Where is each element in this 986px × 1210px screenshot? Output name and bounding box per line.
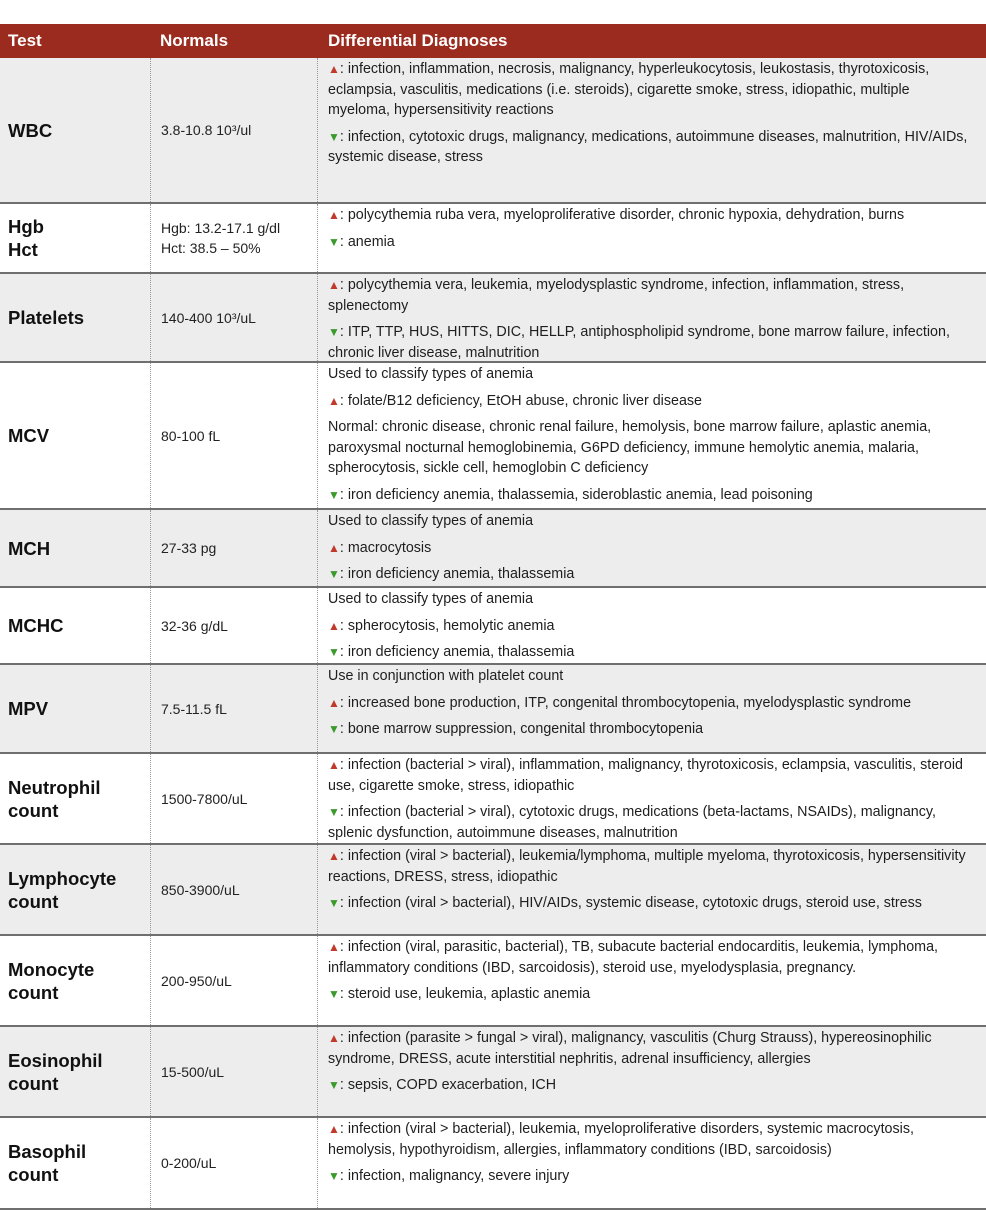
test-name bbox=[0, 510, 150, 586]
diagnosis-text: iron deficiency anemia, thalassemia bbox=[347, 566, 575, 582]
normal-range bbox=[150, 665, 318, 752]
decreased-causes bbox=[328, 802, 972, 843]
diagnosis-text: Used to classify types of anemia bbox=[328, 513, 534, 529]
diagnosis-text: spherocytosis, hemolytic anemia bbox=[347, 617, 555, 634]
normal-range-line: 140-400 10³/uL bbox=[161, 309, 256, 326]
arrow-down-icon: ▼ bbox=[328, 987, 340, 1001]
normal-range bbox=[150, 588, 318, 663]
decreased-causes bbox=[328, 1166, 972, 1187]
test-name-line: count bbox=[8, 981, 59, 1003]
separator: : bbox=[339, 486, 348, 503]
differential-diagnoses bbox=[318, 665, 986, 752]
diagnosis-text: bone marrow suppression, congenital thrombocytopenia bbox=[347, 721, 704, 737]
normal-range bbox=[150, 936, 318, 1025]
differential-diagnoses bbox=[318, 588, 986, 663]
separator: : bbox=[339, 233, 348, 250]
test-name bbox=[0, 363, 150, 508]
diagnosis-text: anemia bbox=[347, 233, 395, 250]
diagnosis-text: Used to classify types of anemia bbox=[328, 366, 534, 382]
separator: : bbox=[339, 1077, 348, 1093]
increased-causes bbox=[328, 275, 972, 316]
differential-diagnoses bbox=[318, 754, 986, 843]
normal-range-line: 32-36 g/dL bbox=[161, 617, 228, 634]
arrow-down-icon: ▼ bbox=[328, 722, 340, 736]
normal-range bbox=[150, 204, 318, 272]
decreased-causes bbox=[328, 642, 972, 663]
diagnosis-text: infection (parasite > fungal > viral), malignancy, vasculitis (Churg Strauss), hypereosinophilic syndrome, DRESS, acute interstitial nephritis, adrenal insufficiency, allergies bbox=[328, 1030, 932, 1067]
table-row bbox=[0, 1027, 986, 1118]
diagnosis-text: infection (viral > bacterial), leukemia/lymphoma, multiple myeloma, thyrotoxicosis, hypersensitivity reactions, DRESS, stress, idiopathic bbox=[328, 848, 966, 885]
test-name-line: Lymphocyte bbox=[8, 867, 117, 889]
test-name bbox=[0, 588, 150, 663]
decreased-causes bbox=[328, 322, 972, 361]
diagnosis-text: infection, malignancy, severe injury bbox=[347, 1168, 570, 1184]
table-row bbox=[0, 754, 986, 845]
normal-range-line: 850-3900/uL bbox=[161, 881, 240, 898]
test-name bbox=[0, 274, 150, 361]
table-header bbox=[0, 24, 986, 58]
separator: : bbox=[339, 1121, 348, 1137]
test-name bbox=[0, 936, 150, 1025]
diagnosis-text: Normal: chronic disease, chronic renal failure, hemolysis, bone marrow failure, aplastic anemia, paroxysmal nocturnal hemoglobinemia, G6PD deficiency, immune hemolytic anemia, malaria, spherocytosis, sickle cell, hemoglobin C deficiency bbox=[328, 419, 932, 476]
diagnosis-text: infection, cytotoxic drugs, malignancy, medications, autoimmune diseases, malnutrition, HIV/AIDs, systemic disease, stress bbox=[328, 128, 968, 165]
diagnosis-text: polycythemia ruba vera, myeloproliferative disorder, chronic hypoxia, dehydration, burns bbox=[347, 207, 905, 223]
arrow-down-icon: ▼ bbox=[328, 567, 340, 581]
test-name-line: count bbox=[8, 890, 59, 912]
test-name bbox=[0, 1118, 150, 1208]
normal-range bbox=[150, 274, 318, 361]
separator: : bbox=[339, 644, 348, 660]
diagnosis-text: infection (bacterial > viral), cytotoxic drugs, medications (beta-lactams, NSAIDs), malignancy, splenic dysfunction, autoimmune diseases, malnutrition bbox=[328, 804, 936, 841]
differential-diagnoses bbox=[318, 936, 986, 1025]
test-name-line: WBC bbox=[8, 119, 53, 141]
separator: : bbox=[339, 757, 348, 773]
test-name-line: Basophil bbox=[8, 1141, 87, 1162]
normal-range-line: Hgb: 13.2-17.1 g/dl bbox=[161, 220, 281, 236]
increased-causes bbox=[328, 846, 972, 887]
decreased-causes bbox=[328, 719, 972, 740]
test-name-line: Neutrophil bbox=[8, 776, 101, 798]
separator: : bbox=[339, 207, 348, 223]
increased-causes bbox=[328, 205, 972, 226]
diagnosis-text: Used to classify types of anemia bbox=[328, 591, 534, 607]
separator: : bbox=[339, 566, 348, 582]
arrow-up-icon: ▲ bbox=[328, 618, 340, 633]
test-name-line: Hgb bbox=[8, 216, 44, 237]
test-name bbox=[0, 665, 150, 752]
table-row bbox=[0, 58, 986, 204]
separator: : bbox=[339, 539, 348, 556]
diagnosis-text: infection (bacterial > viral), inflammation, malignancy, thyrotoxicosis, eclampsia, vasculitis, steroid use, cigarette smoke, stress, idiopathic bbox=[328, 757, 963, 794]
header-differential-diagnoses: Differential Diagnoses bbox=[328, 31, 508, 50]
diagnosis-text: infection (viral > bacterial), leukemia, myeloproliferative disorders, systemic macrocytosis, hemolysis, hypothyroidism, allergies, inflammatory conditions (IBD, sarcoidosis) bbox=[328, 1121, 914, 1158]
arrow-up-icon: ▲ bbox=[328, 540, 340, 555]
separator: : bbox=[339, 324, 348, 340]
test-name-line: MCV bbox=[8, 425, 50, 446]
increased-causes bbox=[328, 693, 972, 714]
normal-range-line: 200-950/uL bbox=[161, 972, 232, 989]
diagnosis-text: Use in conjunction with platelet count bbox=[328, 668, 564, 684]
increased-causes bbox=[328, 1028, 972, 1069]
test-name-line: MPV bbox=[8, 698, 49, 719]
arrow-up-icon: ▲ bbox=[328, 208, 340, 222]
arrow-down-icon: ▼ bbox=[328, 325, 340, 339]
differential-diagnoses bbox=[318, 363, 986, 508]
arrow-up-icon: ▲ bbox=[328, 1031, 340, 1045]
differential-diagnoses bbox=[318, 204, 986, 272]
note-text bbox=[328, 666, 972, 687]
separator: : bbox=[339, 804, 348, 820]
arrow-down-icon: ▼ bbox=[328, 1078, 340, 1092]
separator: : bbox=[339, 277, 348, 293]
normal-range-line: 3.8-10.8 10³/ul bbox=[161, 122, 252, 138]
arrow-up-icon: ▲ bbox=[328, 1122, 340, 1136]
differential-diagnoses bbox=[318, 1027, 986, 1116]
test-name-line: count bbox=[8, 1164, 59, 1185]
diagnosis-text: infection (viral > bacterial), HIV/AIDs, systemic disease, cytotoxic drugs, steroid use, stress bbox=[347, 895, 922, 911]
arrow-up-icon: ▲ bbox=[328, 849, 340, 863]
diagnosis-text: infection (viral, parasitic, bacterial), TB, subacute bacterial endocarditis, leukemia, lymphoma, inflammatory conditions (IBD, sarcoidosis), steroid use, myelodysplasia, pregnancy. bbox=[328, 939, 938, 976]
test-name bbox=[0, 1027, 150, 1116]
increased-causes bbox=[328, 538, 972, 559]
normal-range bbox=[150, 510, 318, 586]
separator: : bbox=[339, 986, 348, 1002]
note-text bbox=[328, 364, 972, 385]
separator: : bbox=[339, 392, 348, 409]
test-name-line: MCHC bbox=[8, 615, 64, 636]
diagnosis-text: infection, inflammation, necrosis, malignancy, hyperleukocytosis, leukostasis, thyrotoxicosis, eclampsia, vasculitis, medications (i.e. steroids), cigarette smoke, stress, idiopathic, multiple myeloma, hypersensitivity reactions bbox=[328, 61, 930, 118]
diagnosis-text: sepsis, COPD exacerbation, ICH bbox=[347, 1077, 557, 1093]
separator: : bbox=[339, 848, 348, 864]
test-name-line: Platelets bbox=[8, 307, 85, 328]
decreased-causes bbox=[328, 564, 972, 585]
note-text bbox=[328, 511, 972, 532]
normal-range bbox=[150, 363, 318, 508]
normal-range-line: 80-100 fL bbox=[161, 427, 221, 444]
note-text bbox=[328, 417, 972, 479]
decreased-causes bbox=[328, 127, 972, 168]
arrow-down-icon: ▼ bbox=[328, 645, 340, 659]
diagnosis-text: iron deficiency anemia, thalassemia bbox=[347, 644, 575, 660]
arrow-up-icon: ▲ bbox=[328, 278, 340, 292]
normal-range bbox=[150, 58, 318, 202]
normal-range-line: Hct: 38.5 – 50% bbox=[161, 240, 261, 256]
table-row bbox=[0, 1118, 986, 1210]
diagnosis-text: polycythemia vera, leukemia, myelodysplastic syndrome, infection, inflammation, stress, splenectomy bbox=[328, 277, 905, 314]
separator: : bbox=[339, 128, 348, 145]
separator: : bbox=[339, 1030, 348, 1046]
test-name-line: count bbox=[8, 799, 59, 821]
increased-causes bbox=[328, 391, 972, 412]
arrow-down-icon: ▼ bbox=[328, 896, 340, 910]
arrow-up-icon: ▲ bbox=[328, 62, 340, 76]
arrow-down-icon: ▼ bbox=[328, 487, 340, 502]
test-name-line: Monocyte bbox=[8, 958, 95, 980]
separator: : bbox=[339, 694, 348, 711]
table-row bbox=[0, 588, 986, 665]
increased-causes bbox=[328, 937, 972, 978]
increased-causes bbox=[328, 59, 972, 121]
arrow-down-icon: ▼ bbox=[328, 234, 340, 249]
test-name bbox=[0, 754, 150, 843]
arrow-up-icon: ▲ bbox=[328, 393, 340, 408]
table-row bbox=[0, 936, 986, 1027]
normal-range bbox=[150, 754, 318, 843]
test-name bbox=[0, 58, 150, 202]
header-test: Test bbox=[8, 31, 42, 50]
separator: : bbox=[339, 1168, 348, 1184]
arrow-down-icon: ▼ bbox=[328, 129, 340, 144]
header-normals: Normals bbox=[160, 31, 229, 50]
increased-causes bbox=[328, 1119, 972, 1160]
test-name bbox=[0, 204, 150, 272]
test-name-line: count bbox=[8, 1072, 59, 1094]
arrow-up-icon: ▲ bbox=[328, 758, 340, 772]
normal-range bbox=[150, 1027, 318, 1116]
separator: : bbox=[339, 721, 348, 737]
separator: : bbox=[339, 61, 348, 77]
table-row bbox=[0, 665, 986, 754]
decreased-causes bbox=[328, 984, 972, 1005]
test-name-line: MCH bbox=[8, 537, 51, 559]
separator: : bbox=[339, 617, 348, 634]
diagnosis-text: steroid use, leukemia, aplastic anemia bbox=[347, 986, 591, 1002]
normal-range bbox=[150, 845, 318, 934]
test-name bbox=[0, 845, 150, 934]
separator: : bbox=[339, 895, 348, 911]
increased-causes bbox=[328, 616, 972, 637]
table-row bbox=[0, 845, 986, 936]
table-row bbox=[0, 363, 986, 510]
normal-range-line: 27-33 pg bbox=[161, 540, 217, 556]
decreased-causes bbox=[328, 485, 972, 506]
table-body bbox=[0, 58, 986, 1210]
table-row bbox=[0, 274, 986, 363]
diagnosis-text: macrocytosis bbox=[347, 539, 432, 556]
lab-reference-table bbox=[0, 24, 986, 1210]
decreased-causes bbox=[328, 232, 972, 253]
arrow-up-icon: ▲ bbox=[328, 940, 340, 954]
decreased-causes bbox=[328, 893, 972, 914]
normal-range-line: 15-500/uL bbox=[161, 1063, 225, 1080]
arrow-up-icon: ▲ bbox=[328, 695, 340, 710]
test-name-line: Hct bbox=[8, 239, 38, 260]
separator: : bbox=[339, 939, 348, 955]
differential-diagnoses bbox=[318, 58, 986, 202]
differential-diagnoses bbox=[318, 1118, 986, 1208]
test-name-line: Eosinophil bbox=[8, 1049, 103, 1071]
diagnosis-text: increased bone production, ITP, congenital thrombocytopenia, myelodysplastic syndrome bbox=[347, 694, 912, 711]
diagnosis-text: iron deficiency anemia, thalassemia, sideroblastic anemia, lead poisoning bbox=[347, 486, 813, 503]
differential-diagnoses bbox=[318, 510, 986, 586]
increased-causes bbox=[328, 755, 972, 796]
normal-range bbox=[150, 1118, 318, 1208]
diagnosis-text: folate/B12 deficiency, EtOH abuse, chronic liver disease bbox=[347, 392, 703, 409]
arrow-down-icon: ▼ bbox=[328, 1169, 340, 1183]
differential-diagnoses bbox=[318, 845, 986, 934]
normal-range-line: 0-200/uL bbox=[161, 1155, 217, 1171]
normal-range-line: 1500-7800/uL bbox=[161, 790, 248, 807]
normal-range-line: 7.5-11.5 fL bbox=[161, 700, 227, 717]
arrow-down-icon: ▼ bbox=[328, 805, 340, 819]
decreased-causes bbox=[328, 1075, 972, 1096]
diagnosis-text: ITP, TTP, HUS, HITTS, DIC, HELLP, antiphospholipid syndrome, bone marrow failure, infection, chronic liver disease, malnutrition bbox=[328, 324, 950, 361]
table-row bbox=[0, 204, 986, 274]
differential-diagnoses bbox=[318, 274, 986, 361]
table-row bbox=[0, 510, 986, 588]
note-text bbox=[328, 589, 972, 610]
